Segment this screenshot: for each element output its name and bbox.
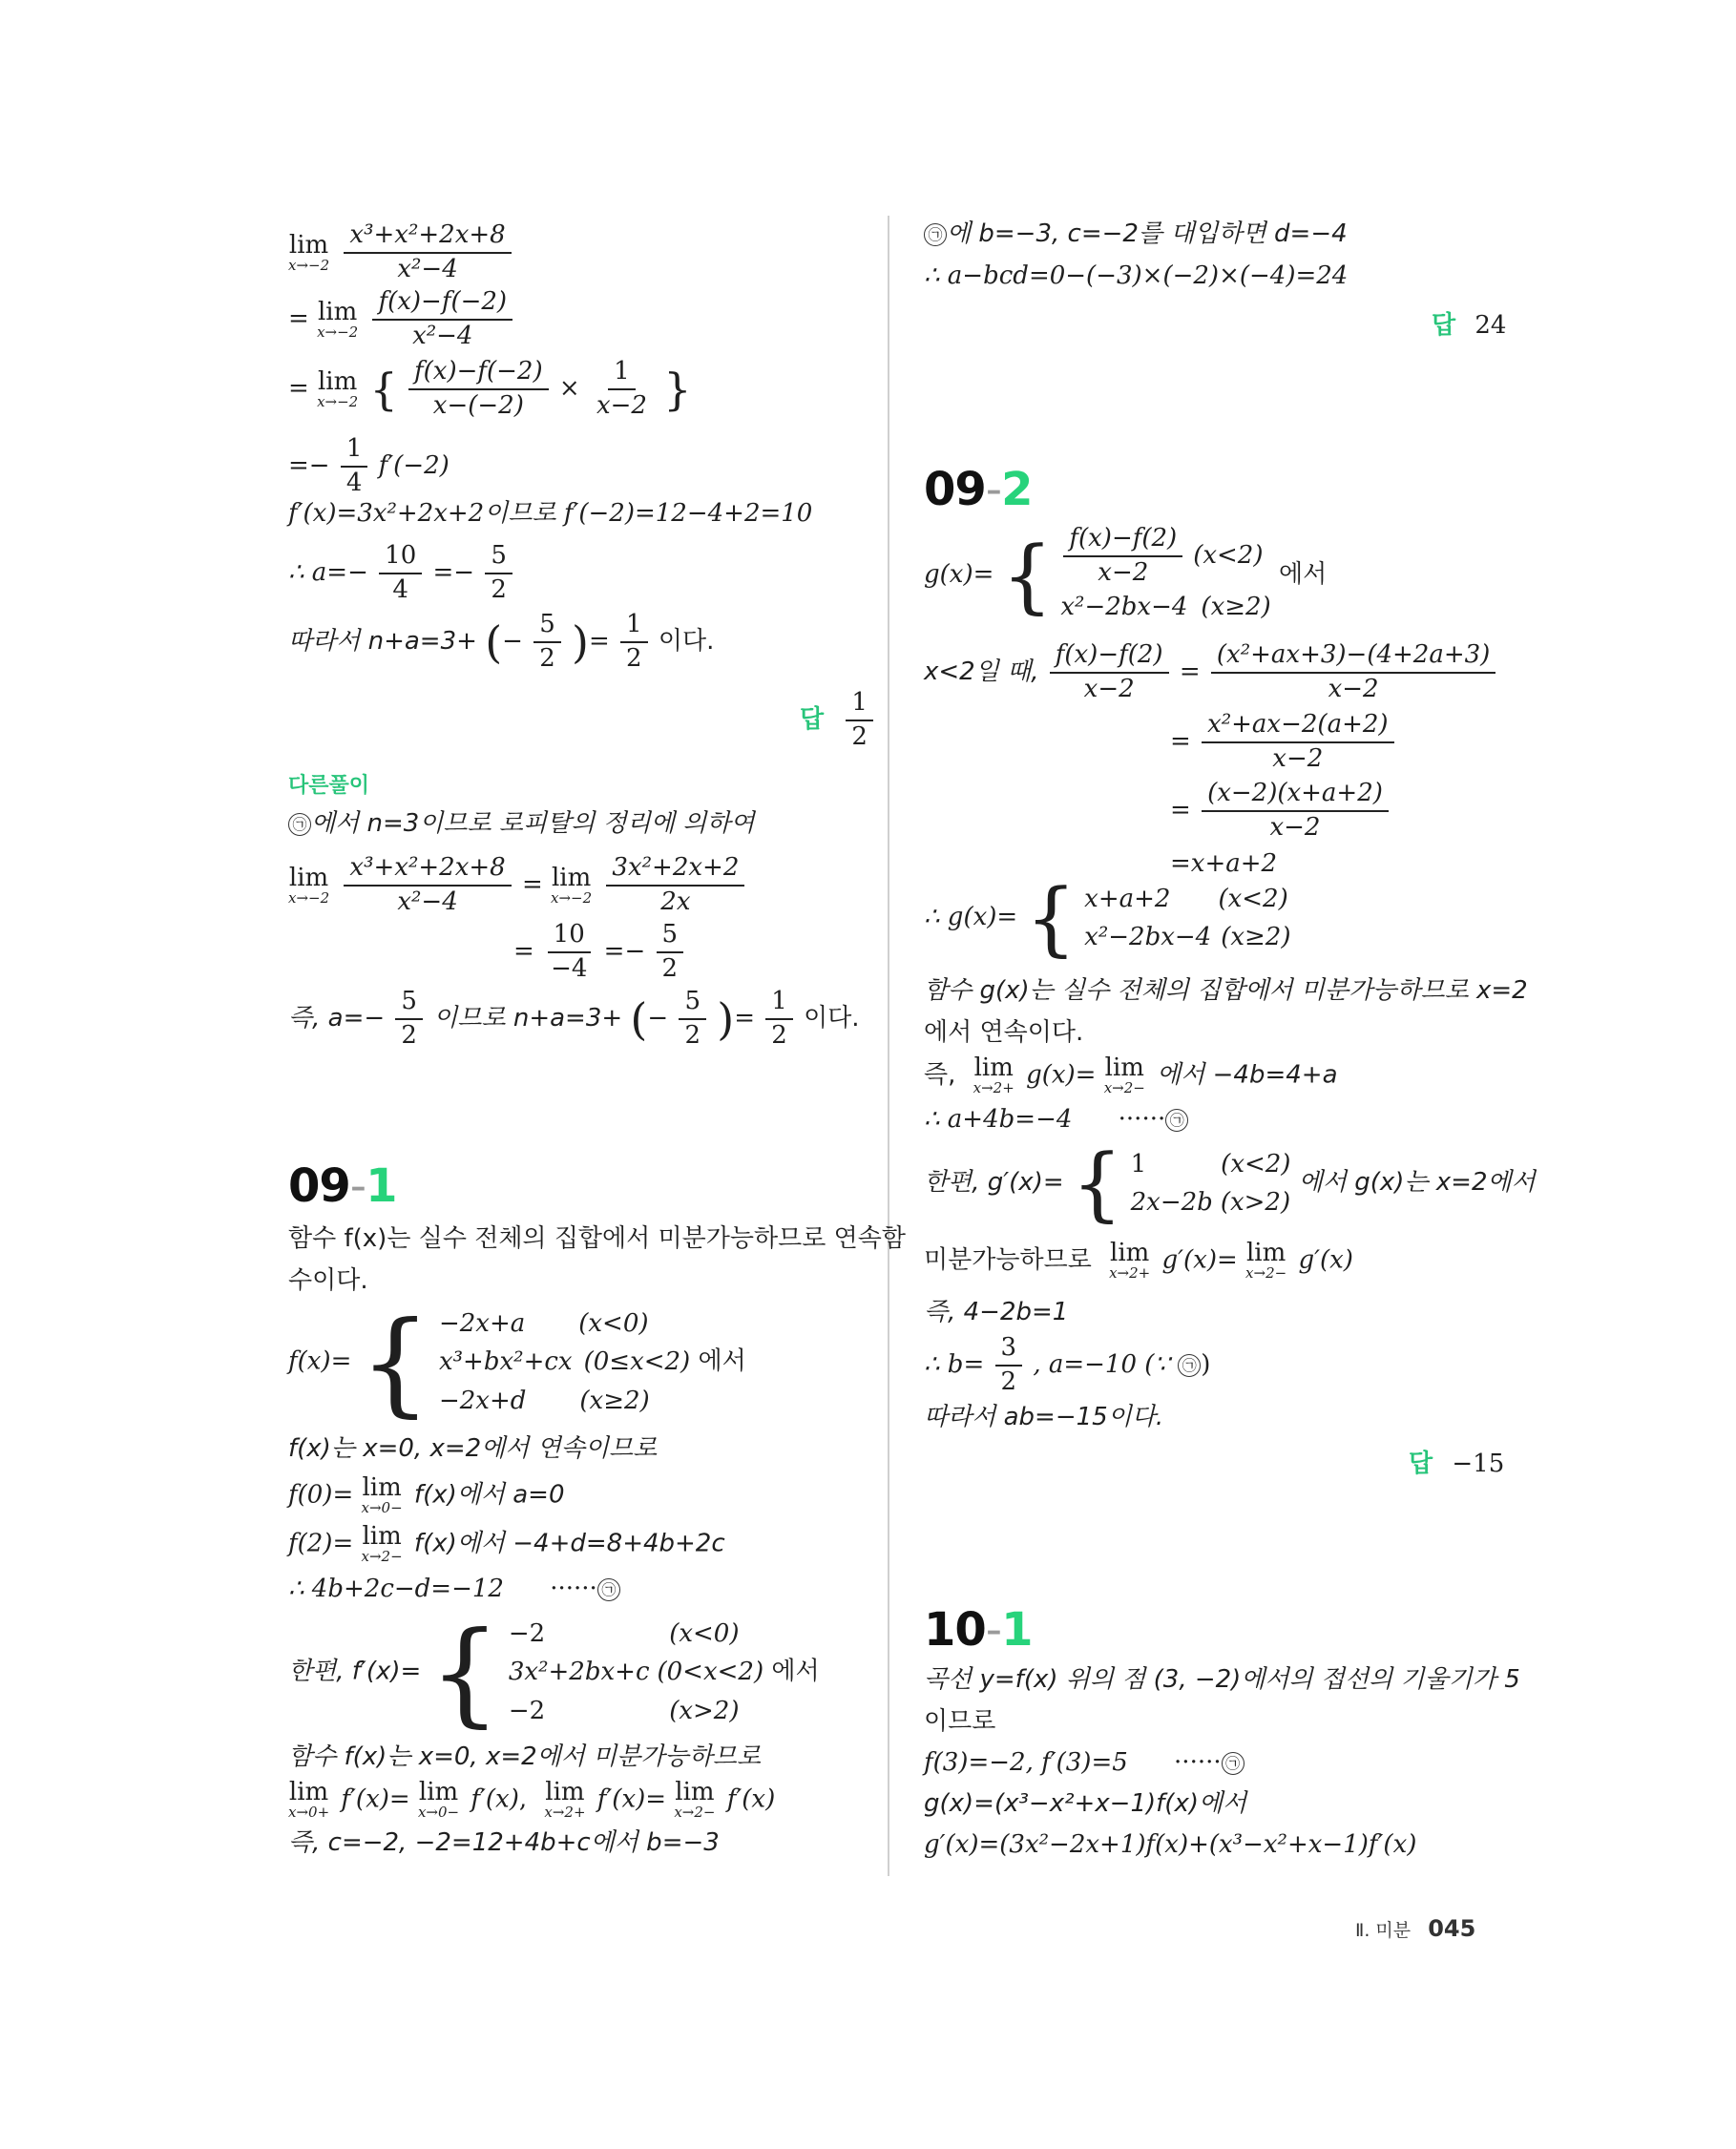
page-number: 045: [1428, 1915, 1476, 1942]
cases: 1 (x<2) 2x−2b (x>2): [1130, 1149, 1291, 1217]
fraction: $\frac{5}{2}$: [485, 542, 512, 605]
q-line-5: g′(x)=(3x²−2x+1)f(x)+(x³−x²+x−1)f′(x): [924, 1830, 1417, 1859]
limit-operator: lim x→2+: [973, 1054, 1014, 1096]
x-lt-2-line-2: = $\frac{\text{x²+ax−2(a+2)}}{x-2}$: [1170, 711, 1397, 774]
s1-line-7: 즉, c=−2, −2=12+4b+c에서 b=−3: [288, 1828, 720, 1857]
answer-fraction: $\frac{1}{2}$: [846, 689, 873, 752]
piecewise-g-simplified: ∴ g(x)= { x+a+2 (x<2) x²−2bx−4 (x≥2): [924, 871, 1291, 965]
q-line-4: g(x)=(x³−x²+x−1)f(x)에서: [924, 1789, 1247, 1818]
x-lt-2-line-1: x<2일 때, $\frac{f(x)-f(2)}{x-2}$ = $\frac{\text{(x²+ax+3)−(4+2a+3)}}{x-2}$: [924, 641, 1498, 704]
x-lt-2-line-3: = $\frac{(x-2)(x+a+2)}{x-2}$: [1170, 780, 1391, 843]
circled-mark: ㉠: [1222, 1752, 1244, 1775]
cases: x+a+2 (x<2) x²−2bx−4 (x≥2): [1084, 884, 1291, 951]
fraction: $\frac{f(x)-f(-2)}{\text{x²−4}}$: [372, 288, 512, 351]
limit-operator: lim x→0−: [417, 1778, 460, 1821]
cases: −2x+a (x<0) x³+bx²+cx (0≤x<2) −2x+d (x≥2): [438, 1309, 691, 1415]
limit-operator: lim x→2−: [361, 1522, 403, 1565]
s1-line-6: lim x→0+ f′(x)= lim x→0− f′(x), lim x→2+ f′(x)= lim x→2− f′(x): [288, 1778, 776, 1821]
s1-paragraph-2: 수이다.: [288, 1266, 368, 1295]
fraction: $\frac{f(x)-f(2)}{x-2}$: [1050, 641, 1169, 704]
r-line-1: ㉠ 에 b=−3, c=−2를 대입하면 d=−4: [924, 219, 1348, 249]
derivative-line: f′(x)=3x²+2x+2이므로 f′(−2)=12−4+2=10: [288, 499, 813, 528]
piecewise-g-prime: 한편, g′(x)= { 1 (x<2) 2x−2b (x>2) 에서 g(x)는 x=2에서: [924, 1137, 1536, 1230]
fraction: $\frac{5}{2}$: [657, 921, 684, 984]
conclusion-line: 따라서 n+a=3+ (− $\frac{5}{2}$ )= $\frac{1}{2}$ 이다.: [288, 610, 715, 673]
fraction: $\frac{\text{3x²+2x+2}}{2x}$: [606, 854, 744, 917]
r-line-2: ∴ a−bcd=0−(−3)×(−2)×(−4)=24: [924, 261, 1349, 290]
r-result-line: ∴ b= $\frac{3}{2}$ , a=−10 (∵ ㉠ ): [924, 1333, 1211, 1396]
alt-line-2: lim x→−2 $\frac{\text{x³+x²+2x+8}}{\text{x²−4}}$ = lim x→−2 $\frac{\text{3x²+2x+2}}{2x}$: [288, 854, 747, 917]
limit-operator: lim x→0+: [288, 1778, 330, 1821]
section-heading-09-1: 09-1: [288, 1159, 397, 1213]
fraction: $\frac{\text{x³+x²+2x+8}}{\text{x²−4}}$: [344, 854, 511, 917]
fraction: $\frac{10}{4}$: [379, 542, 422, 605]
fraction: $\frac{f(x)-f(2)}{x-2}$: [1063, 525, 1182, 588]
piecewise-g: g(x)= { $\frac{f(x)-f(2)}{x-2}$ (x<2) x²−2bx−4 (x≥2) 에서: [924, 525, 1327, 626]
fraction: $\frac{\text{x³+x²+2x+8}}{\text{x²−4}}$: [344, 221, 511, 284]
piecewise-f-prime: 한편, f′(x)= { −2 (x<0) 3x²+2bx+c (0<x<2) −2 (x>2) 에서: [288, 1606, 820, 1739]
limit-operator: lim x→2−: [674, 1778, 716, 1821]
cases: −2 (x<0) 3x²+2bx+c (0<x<2) −2 (x>2): [508, 1619, 764, 1725]
fraction: $\frac{1}{2}$: [620, 611, 648, 674]
cases: $\frac{f(x)-f(2)}{x-2}$ (x<2) x²−2bx−4 (x≥2): [1060, 524, 1271, 621]
circled-mark: ㉠: [924, 223, 947, 246]
r-para-2: 에서 연속이다.: [924, 1018, 1084, 1047]
limit-operator: lim x→−2: [317, 366, 359, 410]
alternative-solution-title: 다른풀이: [288, 774, 370, 798]
limit-operator: lim x→0−: [361, 1473, 403, 1516]
a-value-line: ∴ a=− $\frac{10}{4}$ =− $\frac{5}{2}$: [288, 542, 515, 605]
circled-mark: ㉠: [288, 813, 311, 836]
limit-operator: lim x→2+: [1109, 1239, 1151, 1282]
circled-mark: ㉠: [1165, 1109, 1188, 1132]
limit-operator: lim x→−2: [551, 863, 593, 907]
s1-line-1: f(x)는 x=0, x=2에서 연속이므로: [288, 1434, 658, 1463]
circled-mark: ㉠: [1178, 1354, 1201, 1377]
r-continuity-line: 즉, lim x→2+ g(x)= lim x→2− 에서 −4b=4+a: [924, 1054, 1338, 1096]
r-equation-a: ∴ a+4b=−4 ······ ㉠: [924, 1105, 1188, 1135]
section-heading-09-2: 09-2: [924, 463, 1033, 516]
circled-mark: ㉠: [597, 1578, 620, 1601]
fraction: $\frac{3}{2}$: [995, 1334, 1023, 1397]
fraction: $\frac{1}{4}$: [341, 435, 368, 498]
s1-line-3: f(2)= lim x→2− f(x)에서 −4+d=8+4b+2c: [288, 1522, 725, 1565]
section-heading-10-1: 10-1: [924, 1603, 1033, 1657]
x-lt-2-line-4: =x+a+2: [1170, 849, 1278, 878]
limit-line-2: = lim x→−2 $\frac{f(x)-f(-2)}{\text{x²−4}}$: [288, 288, 515, 351]
limit-operator: lim x→−2: [317, 297, 359, 341]
s1-line-5: 함수 f(x)는 x=0, x=2에서 미분가능하므로: [288, 1742, 761, 1771]
limit-operator: lim x→−2: [288, 230, 330, 274]
result-line: =− $\frac{1}{4}$ f′(−2): [288, 434, 450, 497]
limit-line-3: = lim x→−2 { $\frac{f(x)-f(-2)}{x-(-2)}$ × $\frac{1}{x-2}$ }: [288, 357, 692, 420]
limit-operator: lim x→2+: [544, 1778, 586, 1821]
s1-line-4: ∴ 4b+2c−d=−12 ······ ㉠: [288, 1575, 620, 1604]
fraction: $\frac{1}{2}$: [765, 988, 793, 1051]
piecewise-f: f(x)= { −2x+a (x<0) x³+bx²+cx (0≤x<2) −2x+d (x≥2) 에서: [288, 1296, 746, 1429]
answer-label: 답: [1432, 311, 1456, 340]
limit-operator: lim x→2−: [1103, 1054, 1145, 1096]
fraction: $\frac{(x-2)(x+a+2)}{x-2}$: [1202, 780, 1389, 843]
r-conclusion: 따라서 ab=−15이다.: [924, 1403, 1164, 1431]
answer-block-3: [1409, 1444, 1504, 1479]
chapter-label: Ⅱ. 미분: [1355, 1920, 1412, 1941]
alt-line-1: ㉠ 에서 n=3이므로 로피탈의 정리에 의하여: [288, 809, 755, 839]
answer-value: 24: [1475, 311, 1507, 340]
alt-line-4: 즉, a=− $\frac{5}{2}$ 이므로 n+a=3+ (− $\frac{5}{2}$ )= $\frac{1}{2}$ 이다.: [288, 987, 860, 1050]
answer-block-1: [800, 689, 876, 752]
limit-line-1: [288, 221, 514, 284]
q-line-2: 이므로: [924, 1707, 996, 1736]
limit-operator: lim x→−2: [288, 863, 330, 907]
fraction: $\frac{5}{2}$: [679, 988, 706, 1051]
fraction: $\frac{\text{x²+ax−2(a+2)}}{x-2}$: [1202, 711, 1393, 774]
fraction: $\frac{10}{-4}$: [545, 921, 593, 984]
fraction: $\frac{f(x)-f(-2)}{x-(-2)}$: [408, 358, 549, 421]
q-line-1: 곡선 y=f(x) 위의 점 (3, −2)에서의 접선의 기울기가 5: [924, 1665, 1520, 1694]
page-footer: [1355, 1915, 1475, 1942]
answer-label: 답: [800, 704, 825, 734]
answer-value: −15: [1452, 1450, 1505, 1478]
r-para-1: 함수 g(x)는 실수 전체의 집합에서 미분가능하므로 x=2: [924, 976, 1528, 1005]
r-line-b: 즉, 4−2b=1: [924, 1298, 1069, 1326]
fraction: $\frac{5}{2}$: [533, 611, 561, 674]
alt-line-3: = $\frac{10}{-4}$ =− $\frac{5}{2}$: [513, 921, 686, 984]
q-line-3: f(3)=−2, f′(3)=5 ······ ㉠: [924, 1748, 1244, 1778]
fraction: $\frac{1}{x-2}$: [596, 357, 647, 420]
column-divider: [888, 216, 889, 1876]
r-differentiable-line: 미분가능하므로 lim x→2+ g′(x)= lim x→2− g′(x): [924, 1239, 1353, 1282]
answer-label: 답: [1409, 1450, 1433, 1478]
s1-paragraph-1: 함수 f(x)는 실수 전체의 집합에서 미분가능하므로 연속함: [288, 1224, 906, 1253]
s1-line-2: f(0)= lim x→0− f(x)에서 a=0: [288, 1473, 565, 1516]
fraction: $\frac{5}{2}$: [395, 988, 423, 1051]
fraction: $\frac{\text{(x²+ax+3)−(4+2a+3)}}{x-2}$: [1211, 641, 1495, 704]
limit-operator: lim x→2−: [1245, 1239, 1287, 1282]
answer-block-2: [1432, 305, 1506, 341]
